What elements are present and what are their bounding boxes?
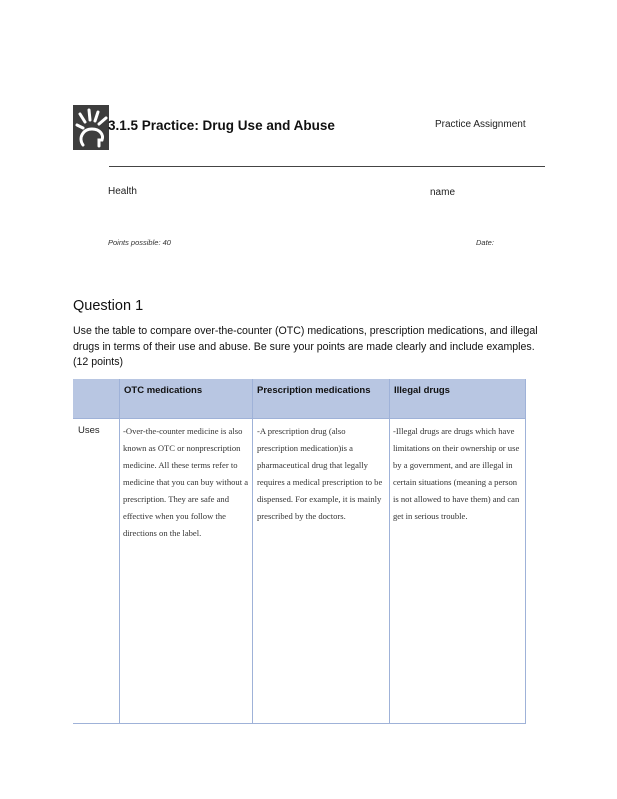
name-field-label: name [430, 187, 456, 198]
column-header-otc: OTC medications [124, 385, 203, 396]
date-field-label: Date: [476, 238, 494, 247]
table-header-divider [73, 418, 526, 419]
header-divider [109, 166, 545, 167]
table-bottom-border [73, 723, 526, 724]
column-header-prescription: Prescription medications [257, 385, 371, 396]
cell-prescription-uses[interactable]: -A prescription drug (also prescription medication)is a pharmaceutical drug that legally requires a medical prescription to be dispensed. For example, it is mainly prescribed by the doctors. [257, 426, 383, 521]
row-label-uses: Uses [78, 425, 100, 436]
question-instructions: Use the table to compare over-the-counter (OTC) medications, prescription medications, and illegal drugs in terms of their use and abuse. Be sure your points are made clearly and include examples. (12 points) [73, 325, 538, 368]
comparison-table [73, 379, 526, 724]
table-column-divider [389, 379, 390, 724]
table-column-divider [119, 379, 120, 724]
question-heading: Question 1 [73, 298, 144, 314]
cell-illegal-uses[interactable]: -Illegal drugs are drugs which have limitations on their ownership or use by a government, and are illegal in certain situations (meaning a person is not allowed to have them) and can get in serious trouble. [393, 426, 520, 521]
table-top-border [73, 379, 526, 380]
logo-icon [73, 105, 109, 150]
cell-otc-uses[interactable]: -Over-the-counter medicine is also known as OTC or nonprescription medicine. All these terms refer to medicine that you can buy without a prescription. They are safe and effective when you follow the directions on the label. [123, 426, 249, 538]
document-title: 3.1.5 Practice: Drug Use and Abuse [108, 118, 335, 133]
column-header-illegal: Illegal drugs [394, 385, 450, 396]
sunburst-head-icon [73, 105, 109, 150]
table-right-border [525, 379, 526, 724]
table-column-divider [252, 379, 253, 724]
subject-label: Health [108, 186, 137, 197]
document-type-label: Practice Assignment [435, 119, 526, 130]
points-possible: Points possible: 40 [108, 238, 171, 247]
